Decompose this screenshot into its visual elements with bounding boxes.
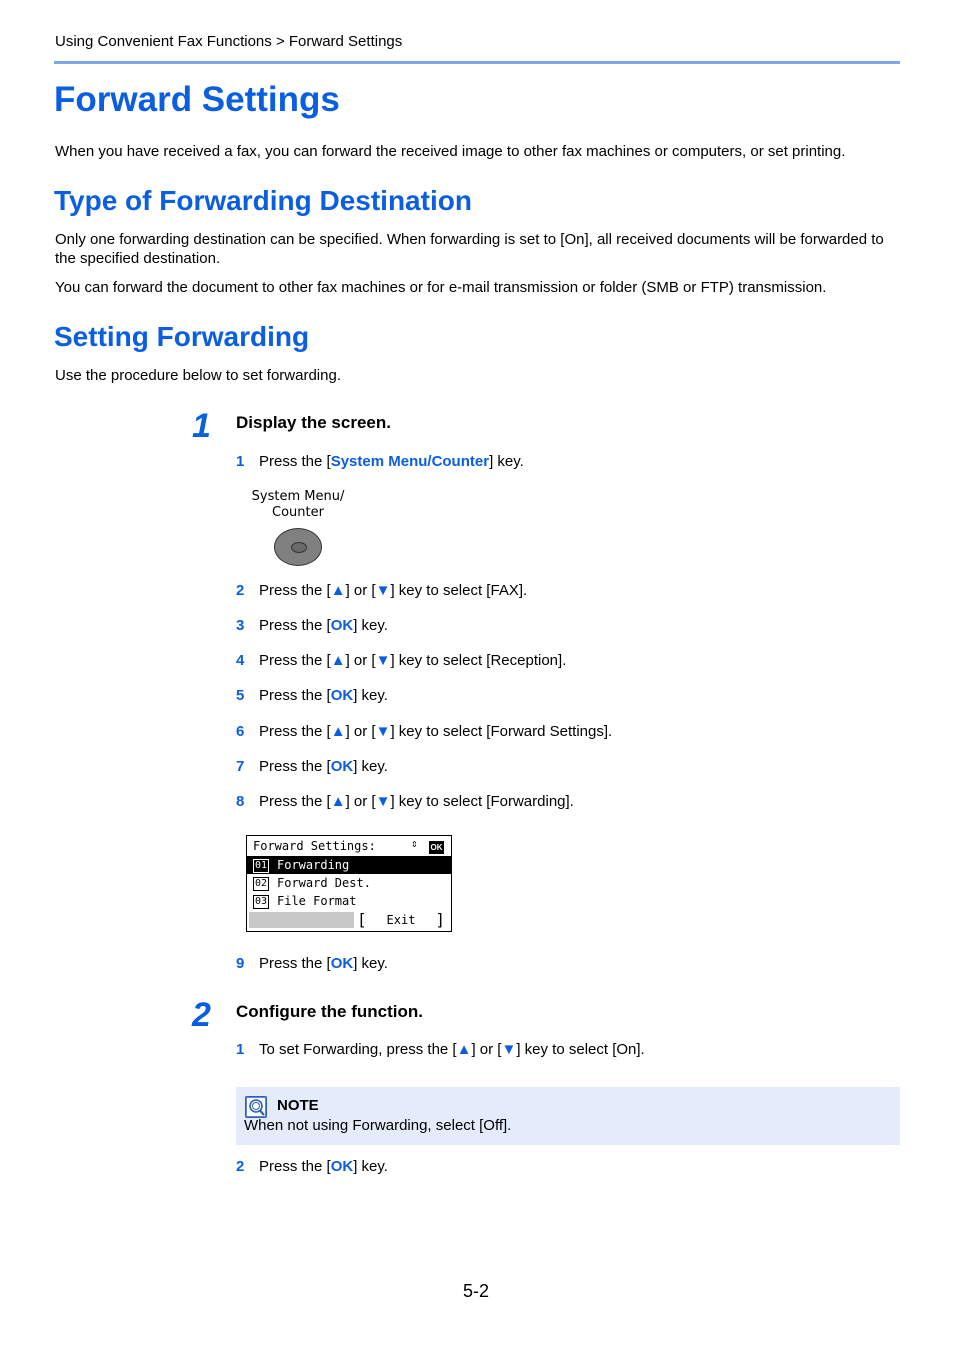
note-title: NOTE bbox=[277, 1097, 319, 1114]
section2-paragraph: Use the procedure below to set forwarding. bbox=[55, 367, 341, 384]
substep-number: 2 bbox=[236, 1158, 245, 1175]
key-name-ok: OK bbox=[330, 758, 354, 775]
up-arrow-icon: ▲ bbox=[330, 793, 346, 810]
substep-text: ] or [ bbox=[471, 1041, 502, 1058]
key-name-ok: OK bbox=[330, 687, 354, 704]
substep-text: Press the [ bbox=[259, 687, 331, 704]
key-name-ok: OK bbox=[330, 955, 354, 972]
lcd-screen bbox=[246, 835, 452, 932]
substep-text: ] or [ bbox=[345, 582, 376, 599]
lcd-item-number: 01 bbox=[254, 859, 268, 871]
lcd-item-label: File Format bbox=[277, 894, 357, 908]
lcd-softkey-bar bbox=[249, 912, 354, 928]
down-arrow-icon: ▼ bbox=[375, 652, 391, 669]
substep-text: Press the [ bbox=[259, 617, 331, 634]
lcd-title: Forward Settings: bbox=[253, 839, 376, 853]
substep-text: ] key to select [Forwarding]. bbox=[390, 793, 574, 810]
key-name-ok: OK bbox=[330, 617, 354, 634]
substep-2-1 bbox=[236, 1041, 645, 1058]
substep-1-6 bbox=[236, 723, 612, 740]
substep-number: 9 bbox=[236, 955, 245, 972]
key-label-line-2: Counter bbox=[272, 505, 324, 520]
system-menu-key-label bbox=[250, 489, 346, 521]
lcd-scroll-arrows-icon: ⇕ bbox=[411, 837, 418, 850]
substep-text: Press the [ bbox=[259, 758, 331, 775]
down-arrow-icon: ▼ bbox=[375, 723, 391, 740]
lcd-item-number: 02 bbox=[254, 877, 268, 889]
section-heading-setting: Setting Forwarding bbox=[54, 321, 310, 352]
substep-number: 1 bbox=[236, 1041, 245, 1058]
substep-text: ] key. bbox=[489, 453, 524, 470]
up-arrow-icon: ▲ bbox=[456, 1041, 472, 1058]
down-arrow-icon: ▼ bbox=[501, 1041, 517, 1058]
lcd-exit-label: Exit bbox=[386, 913, 416, 927]
up-arrow-icon: ▲ bbox=[330, 652, 346, 669]
note-box bbox=[236, 1087, 900, 1145]
substep-text: ] key to select [Reception]. bbox=[390, 652, 567, 669]
substep-1-7 bbox=[236, 758, 388, 775]
down-arrow-icon: ▼ bbox=[375, 793, 391, 810]
substep-1-8 bbox=[236, 793, 574, 810]
key-name-system-menu: System Menu/Counter bbox=[330, 453, 490, 470]
lcd-menu-item-forward-dest[interactable] bbox=[247, 874, 451, 892]
substep-text: Press the [ bbox=[259, 793, 331, 810]
substep-1-3 bbox=[236, 617, 388, 634]
intro-text: When you have received a fax, you can forward the received image to other fax machines or computers, or set printing. bbox=[55, 143, 846, 160]
substep-1-1 bbox=[236, 453, 524, 470]
key-label-line-1: System Menu/ bbox=[251, 489, 345, 504]
section1-paragraph-1: Only one forwarding destination can be specified. When forwarding is set to [On], all received documents will be forwarded to the specified destination. bbox=[55, 231, 884, 267]
substep-text: ] key. bbox=[353, 617, 388, 634]
down-arrow-icon: ▼ bbox=[375, 582, 391, 599]
substep-number: 1 bbox=[236, 453, 245, 470]
substep-1-9 bbox=[236, 955, 388, 972]
substep-text: ] key to select [On]. bbox=[516, 1041, 645, 1058]
step-title-2: Configure the function. bbox=[236, 1002, 423, 1021]
substep-text: ] or [ bbox=[345, 793, 376, 810]
substep-number: 8 bbox=[236, 793, 245, 810]
step-number-2: 2 bbox=[192, 996, 211, 1034]
substep-text: ] key. bbox=[353, 1158, 388, 1175]
substep-text: ] or [ bbox=[345, 652, 376, 669]
substep-1-5 bbox=[236, 687, 388, 704]
substep-text: Press the [ bbox=[259, 453, 331, 470]
substep-text: ] key. bbox=[353, 758, 388, 775]
substep-number: 5 bbox=[236, 687, 245, 704]
note-text: When not using Forwarding, select [Off]. bbox=[244, 1117, 512, 1134]
lcd-menu-item-forwarding[interactable] bbox=[247, 856, 451, 874]
substep-number: 2 bbox=[236, 582, 245, 599]
lcd-title-row bbox=[247, 837, 451, 855]
substep-1-4 bbox=[236, 652, 566, 669]
lcd-ok-icon: OK bbox=[430, 843, 443, 852]
key-name-ok: OK bbox=[330, 1158, 354, 1175]
substep-text: ] or [ bbox=[345, 723, 376, 740]
substep-text: Press the [ bbox=[259, 723, 331, 740]
breadcrumb: Using Convenient Fax Functions > Forward Settings bbox=[55, 33, 403, 50]
substep-2-2 bbox=[236, 1158, 388, 1175]
page-title: Forward Settings bbox=[54, 80, 340, 119]
up-arrow-icon: ▲ bbox=[330, 582, 346, 599]
step-number-1: 1 bbox=[192, 407, 211, 445]
note-magnifier-icon bbox=[245, 1096, 267, 1118]
substep-number: 7 bbox=[236, 758, 245, 775]
substep-1-2 bbox=[236, 582, 527, 599]
substep-text: Press the [ bbox=[259, 582, 331, 599]
lcd-exit-softkey[interactable]: [ Exit ] bbox=[357, 910, 445, 929]
lcd-item-label: Forward Dest. bbox=[277, 876, 371, 890]
step-title-1: Display the screen. bbox=[236, 413, 391, 432]
substep-number: 6 bbox=[236, 723, 245, 740]
page-number: 5-2 bbox=[463, 1281, 490, 1301]
substep-text: ] key to select [FAX]. bbox=[390, 582, 528, 599]
section-heading-type: Type of Forwarding Destination bbox=[54, 185, 472, 216]
substep-text: ] key. bbox=[353, 687, 388, 704]
substep-number: 3 bbox=[236, 617, 245, 634]
substep-text: Press the [ bbox=[259, 652, 331, 669]
lcd-item-label: Forwarding bbox=[277, 858, 350, 872]
lcd-item-number: 03 bbox=[254, 895, 268, 907]
system-menu-key-icon bbox=[274, 528, 322, 566]
header-rule bbox=[54, 61, 900, 64]
substep-number: 4 bbox=[236, 652, 245, 669]
substep-text: To set Forwarding, press the [ bbox=[259, 1041, 457, 1058]
lcd-menu-item-file-format[interactable] bbox=[247, 892, 451, 910]
substep-text: Press the [ bbox=[259, 1158, 331, 1175]
substep-text: Press the [ bbox=[259, 955, 331, 972]
substep-text: ] key to select [Forward Settings]. bbox=[390, 723, 613, 740]
up-arrow-icon: ▲ bbox=[330, 723, 346, 740]
substep-text: ] key. bbox=[353, 955, 388, 972]
section1-paragraph-2: You can forward the document to other fax machines or for e-mail transmission or folder (SMB or FTP) transmission. bbox=[55, 279, 827, 296]
